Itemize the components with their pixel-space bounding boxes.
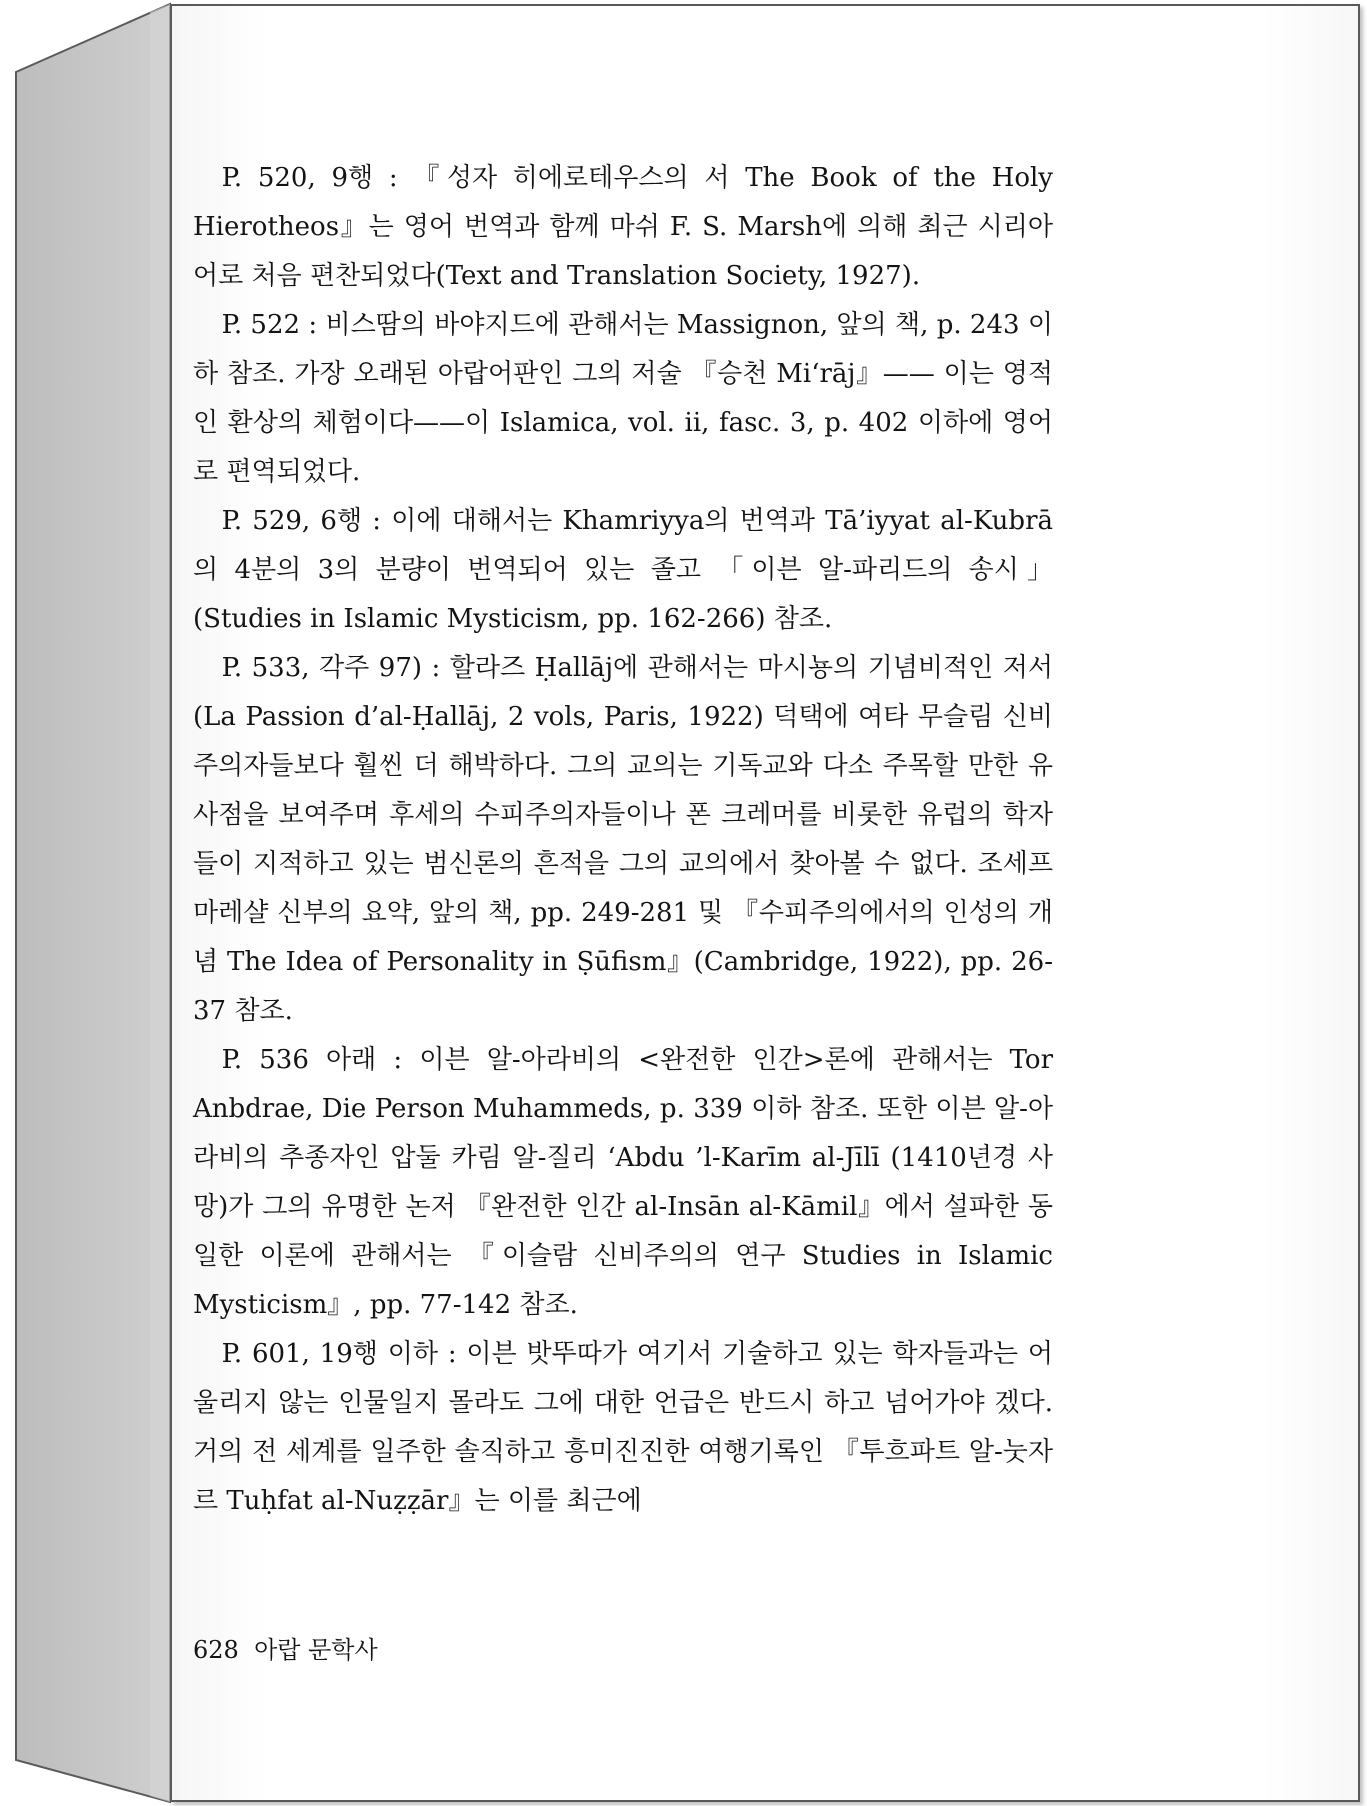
- paragraph-p520: P. 520, 9행 : 『성자 히에로테우스의 서 The Book of the Holy Hierotheos』는 영어 번역과 함께 마쉬 F. S. Marsh에 의해 최근 시리아어로 처음 편찬되었다(Text and Translation Society, 1927).: [193, 163, 1053, 291]
- paragraph-p536: P. 536 아래 : 이븐 알-아라비의 <완전한 인간>론에 관해서는 Tor Anbdrae, Die Person Muhammeds, p. 339 이하 참조. 또한 이븐 알-아라비의 추종자인 압둘 카림 알-질리 ‘Abdu ’l-Karīm al-Jīlī (1410년경 사망)가 그의 유명한 논저 『완전한 인간 al-Insān al-Kāmil』에서 설파한 동일한 이론에 관해서는 『이슬람 신비주의의 연구 Studies in Islamic Mysticism』, pp. 77-142 참조.: [193, 1045, 1053, 1320]
- spine-face: [16, 4, 170, 1802]
- spine-inner-shadow: [150, 4, 170, 1802]
- paragraph-p601: P. 601, 19행 이하 : 이븐 밧뚜따가 여기서 기술하고 있는 학자들과는 어울리지 않는 인물일지 몰라도 그에 대한 언급은 반드시 하고 넘어가야 겠다. 거의 전 세계를 일주한 솔직하고 흥미진진한 여행기록인 『투흐파트 알-눗자르 Tuḥfat al-Nuẓẓār』는 이를 최근에: [193, 1339, 1053, 1516]
- page-number: 628: [193, 1636, 239, 1664]
- paragraph-p529: P. 529, 6행 : 이에 대해서는 Khamriyya의 번역과 Tā’iyyat al-Kubrā의 4분의 3의 분량이 번역되어 있는 졸고 「이븐 알-파리드의 송시」(Studies in Islamic Mysticism, pp. 162-266) 참조.: [193, 506, 1053, 634]
- page-footer: [193, 1630, 378, 1665]
- paragraph-p533: P. 533, 각주 97) : 할라즈 Ḥallāj에 관해서는 마시뇽의 기념비적인 저서(La Passion d’al-Ḥallāj, 2 vols, Paris, 1922) 덕택에 여타 무슬림 신비주의자들보다 훨씬 더 해박하다. 그의 교의는 기독교와 다소 주목할 만한 유사점을 보여주며 후세의 수피주의자들이나 폰 크레머를 비롯한 유럽의 학자들이 지적하고 있는 범신론의 흔적을 그의 교의에서 찾아볼 수 없다. 조세프 마레샬 신부의 요약, 앞의 책, pp. 249-281 및 『수피주의에서의 인성의 개념 The Idea of Personality in Ṣūfism』(Cambridge, 1922), pp. 26-37 참조.: [193, 653, 1053, 1026]
- body-text: [193, 154, 1053, 1526]
- paragraph-p522: P. 522 : 비스땀의 바야지드에 관해서는 Massignon, 앞의 책, p. 243 이하 참조. 가장 오래된 아랍어판인 그의 저술 『승천 Mi‘rāj』—— 이는 영적인 환상의 체험이다——이 Islamica, vol. ii, fasc. 3, p. 402 이하에 영어로 편역되었다.: [193, 310, 1053, 487]
- book-title: 아랍 문학사: [254, 1636, 378, 1664]
